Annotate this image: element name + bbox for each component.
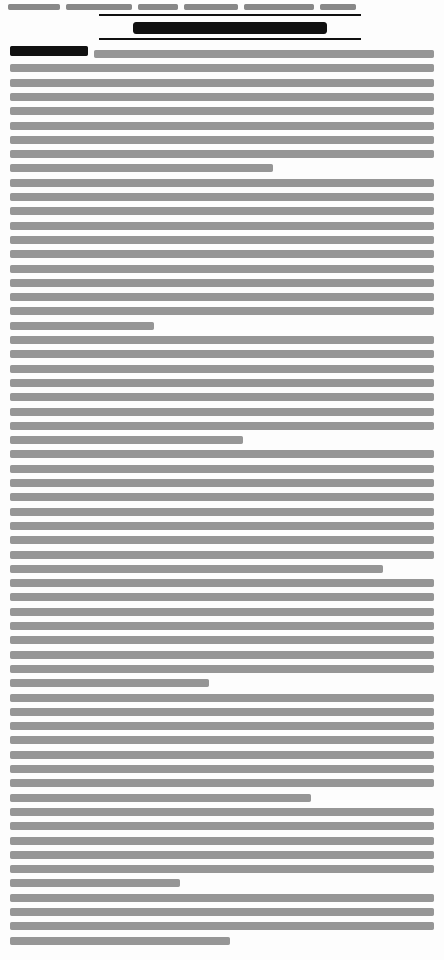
headline <box>133 22 327 34</box>
body-text-line <box>10 808 434 816</box>
body-text-line <box>10 536 434 544</box>
body-text-line <box>10 365 434 373</box>
kicker <box>10 46 88 56</box>
body-text-line <box>10 379 434 387</box>
body-text-line <box>10 322 154 330</box>
body-text-line <box>10 722 434 730</box>
body-text-line <box>10 651 434 659</box>
previous-article-tail <box>8 0 436 14</box>
body-text-line <box>10 865 434 873</box>
body-text-line <box>10 622 434 630</box>
body-text-line <box>10 665 434 673</box>
body-text-line <box>10 879 180 887</box>
body-text-line <box>10 851 434 859</box>
body-text-line <box>10 779 434 787</box>
body-text-line <box>10 736 434 744</box>
body-text-line <box>10 436 243 444</box>
body-text-line <box>10 107 434 115</box>
body-text-line <box>10 336 434 344</box>
body-text-line <box>10 708 434 716</box>
body-text-line <box>10 565 383 573</box>
body-text-line <box>10 794 311 802</box>
body-text-line <box>10 694 434 702</box>
body-text-line <box>10 164 273 172</box>
body-text-line <box>10 679 209 687</box>
body-text-line <box>10 279 434 287</box>
body-text-line <box>10 236 434 244</box>
body-text-line <box>10 551 434 559</box>
body-text-line <box>10 593 434 601</box>
body-text-line <box>10 894 434 902</box>
body-text-line <box>10 350 434 358</box>
body-text-line <box>10 465 434 473</box>
body-text-line <box>10 765 434 773</box>
body-text-line <box>10 608 434 616</box>
article-body-column <box>10 46 434 952</box>
body-text-line <box>10 265 434 273</box>
body-text-line <box>10 293 434 301</box>
body-text-line <box>10 393 434 401</box>
body-text-line <box>10 193 434 201</box>
body-text-line <box>10 822 434 830</box>
body-text-line <box>94 50 434 58</box>
body-text-line <box>10 93 434 101</box>
body-text-line <box>10 837 434 845</box>
body-text-line <box>10 751 434 759</box>
body-text-line <box>10 79 434 87</box>
body-text-line <box>10 207 434 215</box>
body-text-line <box>10 179 434 187</box>
body-text-line <box>10 122 434 130</box>
body-text-line <box>10 408 434 416</box>
body-text-line <box>10 922 434 930</box>
body-text-line <box>10 908 434 916</box>
body-text-line <box>10 222 434 230</box>
body-text-line <box>10 64 434 72</box>
body-text-line <box>10 579 434 587</box>
body-text-line <box>10 136 434 144</box>
body-text-line <box>10 522 434 530</box>
headline-box <box>99 14 361 40</box>
body-text-line <box>10 493 434 501</box>
body-text-line <box>10 150 434 158</box>
body-text-line <box>10 250 434 258</box>
body-text-line <box>10 479 434 487</box>
body-text-line <box>10 307 434 315</box>
body-text-line <box>10 508 434 516</box>
body-text-line <box>10 636 434 644</box>
body-text-line <box>10 450 434 458</box>
body-text-line <box>10 937 230 945</box>
body-text-line <box>10 422 434 430</box>
